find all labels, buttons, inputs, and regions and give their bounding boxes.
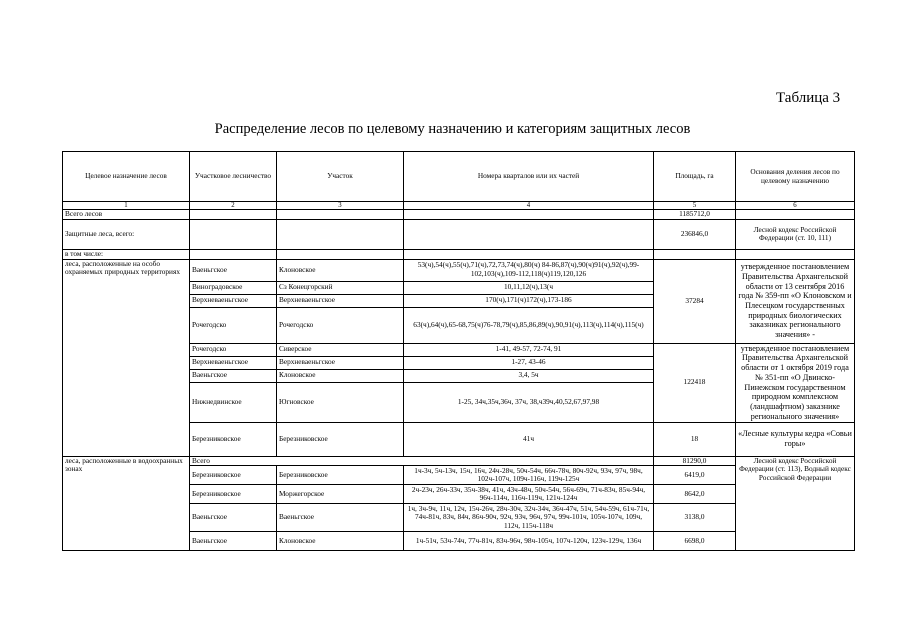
area-cell: 37284 <box>654 259 736 343</box>
lesnichestvo-cell: Виноградовское <box>190 281 277 294</box>
uchastok-cell: Сз Конецгорский <box>277 281 404 294</box>
row-label: Всего лесов <box>63 210 190 220</box>
area-cell: 6698,0 <box>654 532 736 551</box>
lesnichestvo-cell: Ваеньгское <box>190 369 277 382</box>
kvartaly-cell: 1-25, 34ч,35ч,36ч, 37ч, 38,ч39ч,40,52,67,97,98 <box>404 382 654 422</box>
header-cell: Целевое назначение лесов <box>63 152 190 202</box>
column-number: 3 <box>277 202 404 210</box>
area-cell: 1185712,0 <box>654 210 736 220</box>
forest-distribution-table <box>62 151 855 551</box>
uchastok-cell: Рочегодско <box>277 307 404 343</box>
table-row <box>63 249 855 259</box>
lesnichestvo-cell: Рочегодско <box>190 307 277 343</box>
table-number: Таблица 3 <box>776 90 841 106</box>
row-label: леса, расположенные в водоохранных зонах <box>63 456 190 551</box>
column-number: 6 <box>736 202 855 210</box>
lesnichestvo-cell: Березниковское <box>190 466 277 485</box>
uchastok-cell: Березниковское <box>277 466 404 485</box>
kvartaly-cell: 41ч <box>404 422 654 456</box>
uchastok-cell: Сиверское <box>277 343 404 356</box>
column-number-row <box>63 202 855 210</box>
kvartaly-cell: 2ч-23ч, 26ч-33ч, 35ч-38ч, 41ч, 43ч-48ч, 50ч-54ч, 56ч-69ч, 71ч-83ч, 85ч-94ч, 96ч-114ч, 116ч-119ч, 121ч-124ч <box>404 485 654 504</box>
area-cell: 122418 <box>654 343 736 422</box>
uchastok-cell: Клоновское <box>277 259 404 281</box>
basis-cell: Лесной кодекс Российской Федерации (ст. 10, 111) <box>736 219 855 249</box>
header-cell: Основания деления лесов по целевому назначению <box>736 152 855 202</box>
kvartaly-cell: 3,4, 5ч <box>404 369 654 382</box>
basis-cell: утвержденное постановлением Правительства Архангельской области от 13 сентября 2016 года № 359-пп «О Клоновском и Плесецком государственных природных биологических заказниках регионального значения» - <box>736 259 855 343</box>
header-cell: Номера кварталов или их частей <box>404 152 654 202</box>
header-cell: Площадь, га <box>654 152 736 202</box>
table-row <box>63 219 855 249</box>
area-cell: 3138,0 <box>654 504 736 532</box>
area-cell: 236846,0 <box>654 219 736 249</box>
kvartaly-cell: 1-27, 43-46 <box>404 356 654 369</box>
area-cell: 81290,0 <box>654 456 736 466</box>
row-label: Защитные леса, всего: <box>63 219 190 249</box>
uchastok-cell: Клоновское <box>277 532 404 551</box>
kvartaly-cell: 1ч, 3ч-9ч, 11ч, 12ч, 15ч-26ч, 28ч-30ч, 32ч-34ч, 36ч-47ч, 51ч, 54ч-59ч, 61ч-71ч, 74ч-81ч, 83ч, 84ч, 86ч-90ч, 92ч, 93ч, 96ч, 97ч, 99ч-101ч, 105ч-107ч, 109ч, 112ч, 115ч-118ч <box>404 504 654 532</box>
lesnichestvo-cell: Березниковское <box>190 422 277 456</box>
uchastok-cell: Верхневаеньгское <box>277 294 404 307</box>
table-row <box>63 456 855 466</box>
lesnichestvo-cell: Ваеньгское <box>190 259 277 281</box>
kvartaly-cell: 63(ч),64(ч),65-68,75(ч)76-78,79(ч),85,86,89(ч),90,91(ч),113(ч),114(ч),115(ч) <box>404 307 654 343</box>
kvartaly-cell: 53(ч),54(ч),55(ч),71(ч),72,73,74(ч),80(ч) 84-86,87(ч),90(ч)91(ч),92(ч),99-102,103(ч),109-112,118(ч)119,120,126 <box>404 259 654 281</box>
uchastok-cell: Югновское <box>277 382 404 422</box>
lesnichestvo-cell: Ваеньгское <box>190 532 277 551</box>
column-number: 4 <box>404 202 654 210</box>
kvartaly-cell: 1ч-51ч, 53ч-74ч, 77ч-81ч, 83ч-96ч, 98ч-105ч, 107ч-120ч, 123ч-129ч, 136ч <box>404 532 654 551</box>
kvartaly-cell: 1ч-3ч, 5ч-13ч, 15ч, 16ч, 24ч-28ч, 50ч-54ч, 66ч-78ч, 80ч-92ч, 93ч, 97ч, 98ч, 102ч-107ч, 109ч-116ч, 119ч-125ч <box>404 466 654 485</box>
lesnichestvo-cell: Ваеньгское <box>190 504 277 532</box>
lesnichestvo-cell: Рочегодско <box>190 343 277 356</box>
document-title: Распределение лесов по целевому назначению и категориям защитных лесов <box>214 121 691 137</box>
uchastok-cell: Клоновское <box>277 369 404 382</box>
total-label: Всего <box>190 456 654 466</box>
area-cell: 8642,0 <box>654 485 736 504</box>
kvartaly-cell: 1-41, 49-57, 72-74, 91 <box>404 343 654 356</box>
column-number: 5 <box>654 202 736 210</box>
row-label: леса, расположенные на особо охраняемых природных территориях <box>63 259 190 456</box>
lesnichestvo-cell: Березниковское <box>190 485 277 504</box>
column-number: 1 <box>63 202 190 210</box>
basis-cell: «Лесные культуры кедра «Совьи горы» <box>736 422 855 456</box>
header-cell: Участковое лесничество <box>190 152 277 202</box>
header-cell: Участок <box>277 152 404 202</box>
table-row <box>63 210 855 220</box>
uchastok-cell: Ваеньгское <box>277 504 404 532</box>
lesnichestvo-cell: Верхневаеньгское <box>190 356 277 369</box>
basis-cell: утвержденное постановлением Правительства Архангельской области от 1 октября 2019 года № 351-пп «О Двинско-Пинежском государственном природном комплексном (ландшафтном) заказнике регионального значения» <box>736 343 855 422</box>
area-cell: 6419,0 <box>654 466 736 485</box>
basis-cell: Лесной кодекс Российской Федерации (ст. 113), Водный кодекс Российской Федерации <box>736 456 855 551</box>
uchastok-cell: Верхневаеньгское <box>277 356 404 369</box>
lesnichestvo-cell: Верхневаеньгское <box>190 294 277 307</box>
uchastok-cell: Березниковское <box>277 422 404 456</box>
lesnichestvo-cell: Нижнедвинское <box>190 382 277 422</box>
row-label: в том числе: <box>63 249 190 259</box>
kvartaly-cell: 170(ч),171(ч)172(ч),173-186 <box>404 294 654 307</box>
header-row <box>63 152 855 202</box>
column-number: 2 <box>190 202 277 210</box>
table-row <box>63 259 855 281</box>
area-cell: 18 <box>654 422 736 456</box>
kvartaly-cell: 10,11,12(ч),13(ч <box>404 281 654 294</box>
uchastok-cell: Моржегорское <box>277 485 404 504</box>
